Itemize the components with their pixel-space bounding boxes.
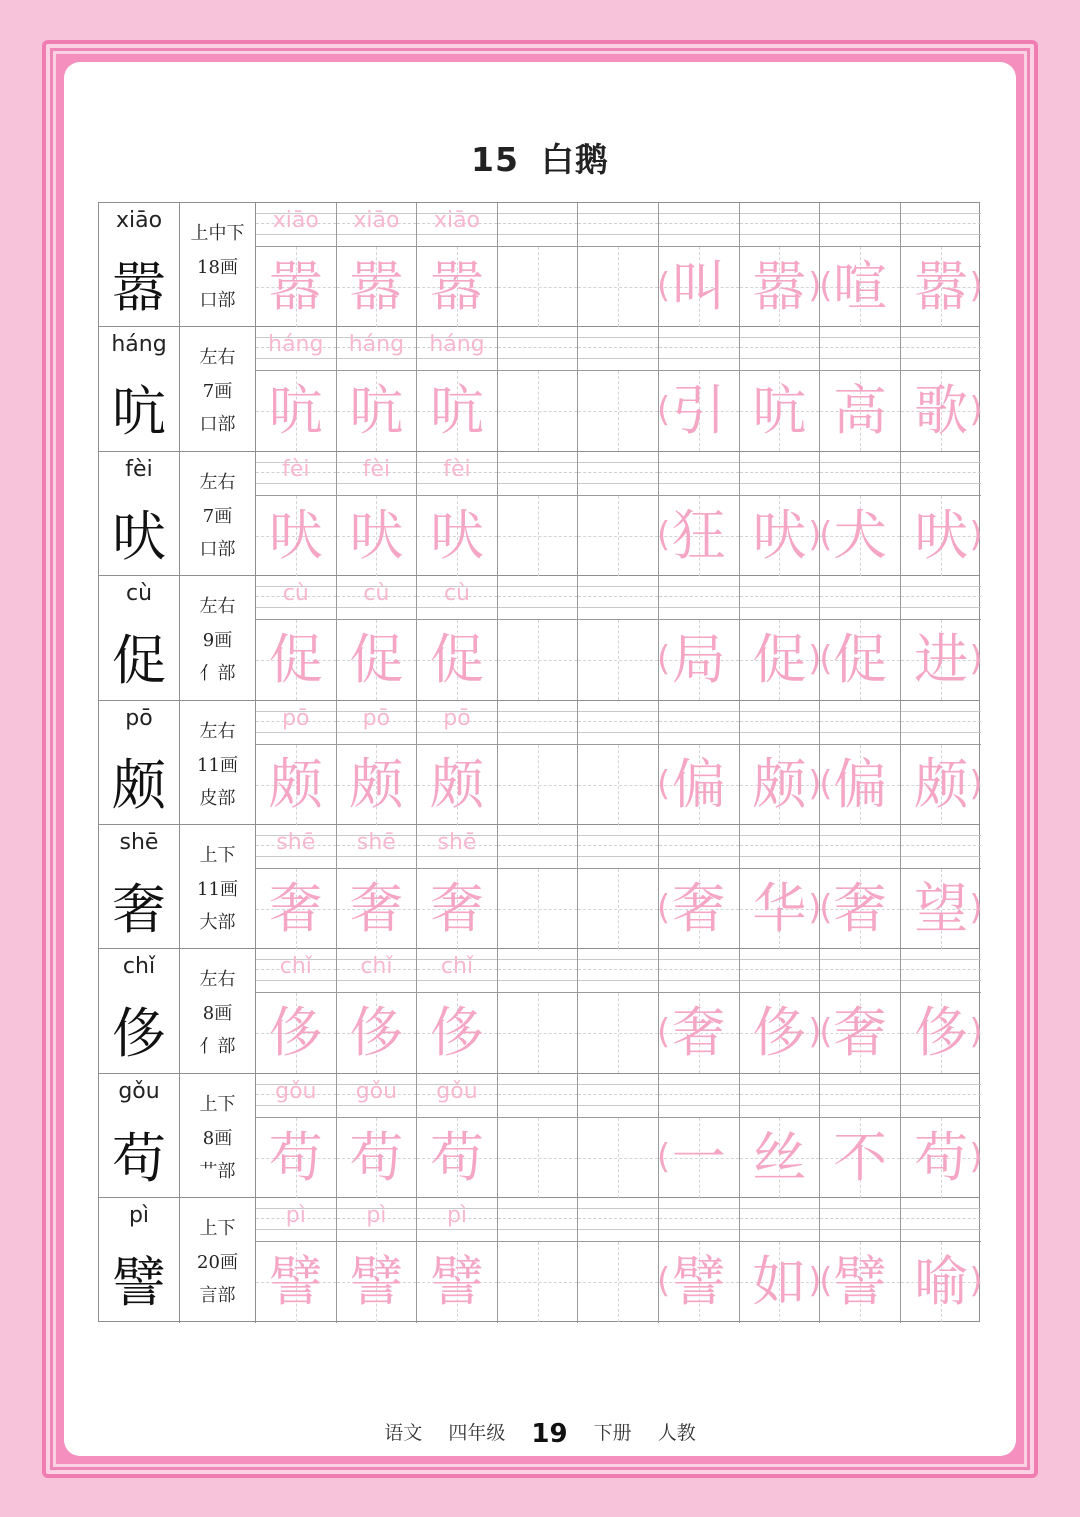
word-trace-character: 嚣 <box>752 255 807 318</box>
writing-cell <box>337 576 418 699</box>
model-pinyin: pō <box>125 705 153 731</box>
writing-cell[interactable] <box>498 576 579 699</box>
trace-character: 嚣 <box>349 255 404 318</box>
trace-character: 颇 <box>268 752 323 816</box>
model-character-cell <box>99 1074 180 1197</box>
trace-character: 吠 <box>429 503 484 567</box>
writing-cell <box>256 825 337 948</box>
trace-pinyin: fèi <box>282 456 310 482</box>
close-paren: ) <box>969 514 983 555</box>
trace-pinyin: gǒu <box>355 1078 398 1104</box>
model-pinyin: gǒu <box>118 1078 160 1104</box>
stroke-count: 9画 <box>202 630 233 652</box>
trace-character: 侈 <box>268 1001 323 1065</box>
open-paren: ( <box>657 763 671 804</box>
trace-pinyin: shē <box>437 830 477 855</box>
model-character: 吭 <box>112 380 166 444</box>
open-paren: ( <box>819 1261 833 1302</box>
model-character-cell <box>99 949 180 1072</box>
word-trace-character: 喻 <box>914 1250 969 1314</box>
stroke-count: 8画 <box>202 1003 233 1025</box>
writing-cell[interactable] <box>498 452 579 575</box>
model-character-cell <box>99 452 180 575</box>
trace-character: 吭 <box>429 379 484 443</box>
writing-cell <box>337 1198 418 1322</box>
writing-cell <box>337 452 418 575</box>
word-trace-character: 进 <box>914 628 969 692</box>
lesson-title: 白鹅 <box>540 140 609 179</box>
word-trace-character: 颇 <box>752 752 807 816</box>
model-character-cell <box>99 327 180 450</box>
stroke-count: 11画 <box>197 879 238 900</box>
close-paren: ) <box>808 514 822 555</box>
model-character: 嚣 <box>112 256 166 319</box>
word-trace-character: 奢 <box>671 1001 726 1065</box>
practice-row <box>99 327 983 451</box>
writing-cell <box>417 949 498 1072</box>
close-paren: ) <box>808 266 822 306</box>
trace-pinyin: shē <box>356 830 396 855</box>
writing-cell <box>337 825 418 948</box>
model-character-cell <box>99 203 180 326</box>
writing-cell <box>337 327 418 450</box>
close-paren: ) <box>808 1261 822 1302</box>
writing-cell <box>417 327 498 450</box>
page-title <box>0 134 1080 181</box>
writing-cell[interactable] <box>578 452 659 575</box>
word-trace-character: 譬 <box>832 1250 887 1314</box>
writing-cell[interactable] <box>498 327 579 450</box>
word-trace-character: 促 <box>752 628 807 692</box>
open-paren: ( <box>657 1136 671 1177</box>
trace-character: 奢 <box>268 877 323 940</box>
open-paren: ( <box>819 763 833 804</box>
model-pinyin: shē <box>119 830 159 855</box>
trace-pinyin: shē <box>276 830 316 855</box>
trace-character: 苟 <box>349 1125 404 1189</box>
trace-pinyin: fèi <box>362 456 391 482</box>
radical-label: 口部 <box>199 290 236 311</box>
word-trace-character: 引 <box>671 379 726 443</box>
character-info-cell <box>180 1074 256 1197</box>
page-footer <box>0 1416 1080 1449</box>
model-character-cell <box>99 576 180 699</box>
word-trace-character: 侈 <box>752 1001 807 1065</box>
footer-subject: 语文 <box>384 1422 423 1444</box>
open-paren: ( <box>819 888 833 928</box>
word-trace-character: 狂 <box>671 503 726 567</box>
writing-cell <box>256 203 337 326</box>
trace-pinyin: xiāo <box>272 208 319 233</box>
stroke-count: 7画 <box>202 505 233 527</box>
radical-label: 亻部 <box>199 663 236 685</box>
open-paren: ( <box>819 1012 833 1053</box>
stroke-count: 18画 <box>197 257 238 278</box>
close-paren: ) <box>969 1012 983 1053</box>
writing-cell[interactable] <box>578 576 659 699</box>
word-trace-character: 侈 <box>914 1001 969 1065</box>
word-trace-character: 偏 <box>832 752 887 816</box>
structure-label: 上下 <box>199 1218 236 1240</box>
radical-label: 皮部 <box>199 787 236 809</box>
trace-character: 促 <box>268 628 323 692</box>
practice-row <box>99 701 983 825</box>
writing-cell <box>659 327 740 450</box>
writing-cell[interactable] <box>498 1074 579 1197</box>
trace-pinyin: cù <box>363 581 390 607</box>
writing-cell[interactable] <box>578 701 659 824</box>
character-info-cell <box>180 949 256 1072</box>
trace-pinyin: xiāo <box>433 208 481 233</box>
word-trace-character: 一 <box>671 1125 726 1189</box>
writing-cell[interactable] <box>578 327 659 450</box>
practice-row <box>99 1074 983 1198</box>
model-character: 颇 <box>112 753 166 817</box>
writing-cell[interactable] <box>498 203 579 326</box>
close-paren: ) <box>808 1012 822 1053</box>
trace-pinyin: chǐ <box>440 954 474 980</box>
trace-character: 促 <box>429 628 484 692</box>
trace-pinyin: háng <box>429 332 485 358</box>
stroke-count: 8画 <box>202 1127 233 1149</box>
radical-label: 口部 <box>199 414 236 436</box>
word-trace-character: 华 <box>752 877 807 940</box>
writing-cell[interactable] <box>578 825 659 948</box>
writing-cell <box>659 825 740 948</box>
word-trace-character: 吠 <box>914 503 969 567</box>
practice-row <box>99 452 983 576</box>
writing-cell <box>337 701 418 824</box>
radical-label: 言部 <box>199 1285 236 1307</box>
writing-cell <box>740 327 821 450</box>
trace-pinyin: pō <box>282 705 310 731</box>
writing-cell <box>256 1074 337 1197</box>
structure-label: 左右 <box>199 471 236 493</box>
writing-cell <box>256 701 337 824</box>
footer-publisher: 人教 <box>657 1422 696 1444</box>
writing-cell[interactable] <box>578 1074 659 1197</box>
close-paren: ) <box>969 888 983 928</box>
word-trace-character: 促 <box>832 628 887 692</box>
page-number: 19 <box>531 1419 568 1449</box>
trace-character: 嚣 <box>268 255 323 318</box>
writing-cell <box>337 949 418 1072</box>
open-paren: ( <box>657 1012 671 1053</box>
trace-pinyin: háng <box>348 332 405 358</box>
radical-label: 亻部 <box>199 1036 236 1058</box>
model-character: 譬 <box>112 1251 166 1315</box>
character-info-cell <box>180 576 256 699</box>
trace-character: 吭 <box>349 379 404 443</box>
trace-pinyin: háng <box>268 332 324 358</box>
lesson-number: 15 <box>471 140 519 179</box>
trace-pinyin: cù <box>443 581 470 607</box>
word-trace-character: 不 <box>832 1125 887 1189</box>
stroke-count: 7画 <box>202 381 233 403</box>
character-info-cell <box>180 452 256 575</box>
character-info-cell <box>180 327 256 450</box>
writing-cell <box>740 1074 821 1197</box>
trace-character: 嚣 <box>429 255 484 318</box>
model-character-cell <box>99 1198 180 1322</box>
character-info-cell <box>180 825 256 948</box>
word-trace-character: 犬 <box>832 503 887 567</box>
practice-row <box>99 576 983 700</box>
trace-character: 苟 <box>268 1125 323 1189</box>
close-paren: ) <box>969 1261 983 1302</box>
trace-character: 促 <box>349 628 404 692</box>
writing-cell <box>659 1074 740 1197</box>
writing-cell <box>417 701 498 824</box>
trace-pinyin: gǒu <box>436 1078 478 1104</box>
close-paren: ) <box>969 639 983 680</box>
trace-character: 颇 <box>349 752 404 816</box>
trace-pinyin: cù <box>282 581 309 607</box>
model-pinyin: xiāo <box>115 208 163 233</box>
writing-cell <box>659 576 740 699</box>
radical-label: 大部 <box>199 912 236 933</box>
word-trace-character: 颇 <box>914 752 969 816</box>
word-trace-character: 局 <box>671 628 726 692</box>
trace-pinyin: pì <box>446 1203 468 1229</box>
practice-row <box>99 949 983 1073</box>
trace-character: 譬 <box>349 1250 404 1314</box>
writing-cell <box>417 1074 498 1197</box>
trace-character: 奢 <box>429 877 484 940</box>
writing-cell <box>256 327 337 450</box>
model-character: 吠 <box>112 504 166 568</box>
structure-label: 左右 <box>199 596 236 618</box>
structure-label: 左右 <box>199 969 236 991</box>
model-character: 侈 <box>112 1002 166 1066</box>
writing-cell <box>256 1198 337 1322</box>
writing-cell[interactable] <box>498 1198 579 1322</box>
trace-character: 吠 <box>268 503 323 567</box>
writing-cell[interactable] <box>498 825 579 948</box>
word-trace-character: 嚣 <box>914 255 969 318</box>
writing-cell[interactable] <box>578 949 659 1072</box>
trace-character: 譬 <box>268 1250 323 1314</box>
writing-cell <box>417 576 498 699</box>
trace-pinyin: pō <box>443 705 471 731</box>
close-paren: ) <box>969 763 983 804</box>
word-trace-character: 歌 <box>914 379 969 443</box>
writing-cell <box>417 1198 498 1322</box>
open-paren: ( <box>657 266 671 306</box>
structure-label: 左右 <box>199 720 236 742</box>
writing-cell <box>659 701 740 824</box>
radical-label: 艹部 <box>199 1160 236 1182</box>
word-trace-character: 如 <box>752 1250 807 1314</box>
trace-pinyin: xiāo <box>353 208 400 233</box>
close-paren: ) <box>808 888 822 928</box>
open-paren: ( <box>819 639 833 680</box>
practice-row <box>99 1198 983 1322</box>
trace-pinyin: pì <box>366 1203 387 1229</box>
character-info-cell <box>180 1198 256 1322</box>
footer-volume: 下册 <box>593 1422 632 1444</box>
writing-cell <box>256 576 337 699</box>
word-trace-character: 丝 <box>752 1125 807 1189</box>
close-paren: ) <box>808 763 822 804</box>
trace-character: 譬 <box>429 1250 484 1314</box>
stroke-count: 20画 <box>197 1252 238 1274</box>
trace-character: 吠 <box>349 503 404 567</box>
stroke-count: 11画 <box>197 754 238 776</box>
writing-cell <box>659 1198 740 1322</box>
writing-cell <box>417 452 498 575</box>
model-pinyin: cù <box>125 581 153 607</box>
word-trace-character: 奢 <box>832 877 887 940</box>
word-trace-character: 叫 <box>671 255 726 318</box>
open-paren: ( <box>657 888 671 928</box>
trace-character: 侈 <box>349 1001 404 1065</box>
model-pinyin: fèi <box>125 456 153 482</box>
close-paren: ) <box>969 1136 983 1177</box>
writing-cell <box>659 203 740 326</box>
word-trace-character: 望 <box>914 877 969 940</box>
word-trace-character: 吭 <box>752 379 807 443</box>
word-trace-character: 喧 <box>832 255 887 318</box>
writing-cell <box>659 452 740 575</box>
open-paren: ( <box>819 514 833 555</box>
word-trace-character: 偏 <box>671 752 726 816</box>
open-paren: ( <box>657 514 671 555</box>
trace-pinyin: pì <box>285 1203 306 1229</box>
open-paren: ( <box>657 1261 671 1302</box>
word-trace-character: 苟 <box>914 1125 969 1189</box>
trace-character: 奢 <box>349 877 404 940</box>
trace-character: 吭 <box>268 379 323 443</box>
writing-cell <box>820 1074 901 1197</box>
trace-pinyin: chǐ <box>360 954 393 980</box>
trace-pinyin: pō <box>362 705 391 731</box>
writing-cell <box>659 949 740 1072</box>
practice-row <box>99 825 983 949</box>
structure-label: 上中下 <box>190 223 245 244</box>
footer-grade: 四年级 <box>448 1422 506 1444</box>
model-pinyin: chǐ <box>122 954 156 980</box>
writing-cell <box>337 1074 418 1197</box>
writing-cell[interactable] <box>498 701 579 824</box>
word-trace-character: 吠 <box>752 503 807 567</box>
close-paren: ) <box>969 390 983 431</box>
writing-cell <box>256 949 337 1072</box>
word-trace-character: 譬 <box>671 1250 726 1314</box>
writing-cell <box>417 203 498 326</box>
practice-row <box>99 203 983 327</box>
character-info-cell <box>180 701 256 824</box>
trace-pinyin: fèi <box>443 456 471 482</box>
trace-pinyin: gǒu <box>275 1078 317 1104</box>
structure-label: 左右 <box>199 347 236 369</box>
model-character: 促 <box>112 629 166 693</box>
writing-cell <box>256 452 337 575</box>
writing-cell[interactable] <box>578 203 659 326</box>
trace-character: 苟 <box>429 1125 484 1189</box>
model-pinyin: háng <box>111 332 167 358</box>
trace-character: 颇 <box>429 752 484 816</box>
writing-cell <box>820 327 901 450</box>
model-character-cell <box>99 701 180 824</box>
close-paren: ) <box>969 266 983 306</box>
writing-cell[interactable] <box>498 949 579 1072</box>
character-practice-grid <box>98 202 983 1322</box>
character-info-cell <box>180 203 256 326</box>
trace-pinyin: chǐ <box>279 954 312 980</box>
open-paren: ( <box>819 266 833 306</box>
trace-character: 侈 <box>429 1001 484 1065</box>
writing-cell <box>337 203 418 326</box>
model-character: 奢 <box>112 878 166 941</box>
structure-label: 上下 <box>199 1093 236 1115</box>
word-trace-character: 高 <box>832 379 887 443</box>
open-paren: ( <box>657 639 671 680</box>
model-character: 苟 <box>112 1126 166 1190</box>
writing-cell[interactable] <box>578 1198 659 1322</box>
word-trace-character: 奢 <box>671 877 726 940</box>
radical-label: 口部 <box>199 538 236 560</box>
structure-label: 上下 <box>199 845 236 866</box>
model-pinyin: pì <box>128 1203 150 1229</box>
word-trace-character: 奢 <box>832 1001 887 1065</box>
writing-cell <box>417 825 498 948</box>
model-character-cell <box>99 825 180 948</box>
open-paren: ( <box>657 390 671 431</box>
close-paren: ) <box>808 639 822 680</box>
